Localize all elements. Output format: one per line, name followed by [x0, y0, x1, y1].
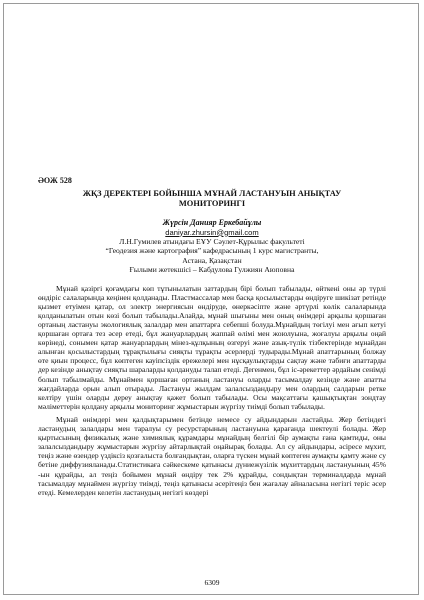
paper-title	[38, 189, 386, 209]
author-email-link[interactable]: daniyar.zhursin@gmail.com	[165, 227, 259, 237]
affiliation-city: Астана, Қазақстан	[182, 255, 242, 265]
udc-code: ӘОЖ 528	[38, 176, 72, 185]
paragraph-2: Мұнай өнімдері мен қалдықтарымен бетінде немесе су айдындарын ластайды. Жер бетіндегі ластанудың залалдары мен таралуы су ресурстарының ластануына қарағанда шектеулі болады. Жер қыртысының физикалық және химиялық құрамдары мұнайдың белгілі бір аумақты ғана қамтиды, оны залалсыздандыру жұмыстарын жүргізу айтарлықтай оңайырақ болады. Ал су айдындары, әсіресе мұхит, теңіз және өзендер үздіксіз қозғалыста болғандықтан, оларға түскен мұнай көптеген аумақты қамту және су бетіне диффузияланады.Статистикаға сәйкескеме қатынасы дүниежүзілік мұхиттардың ластануының 45% -ын құрайды, ал теңіз бойымен мұнай өндіру тек 2% құрайды, сондықтан терминалдарда мұнай тасымалдау мұнаймен жүргізу тиімді, теңіз қатынасы әсерітеңіз бен жағалау айналасына негізгі теріс әсер етеді. Кемелерден келетін ластанудың негізгі көздері	[38, 414, 386, 497]
paper-body	[38, 284, 386, 497]
paragraph-1: Мұнай қазіргі қоғамдағы көп тұтынылатын заттардың бірі болып табылады, өйткені оны әр түрлі өндіріс салаларында кеңінен қолданады. Пластмассалар мен басқа қосылыстарды өндіруге шикізат ретінде қызмет етуімен қатар, ол электр энергиясын өндіруде, өнеркәсіпте және әртүрлі көлік салаларында қолданылатын отын көзі болып табылады.Алайда, мұнай шығыны мен оның өнімдері арқылы қоршаған ортаның ластануы экологиялық залалдар мен апаттарға себепші болуда.Мұнайдың төгілуі мен ағып кетуі қоршаған ортаға тез әсер етеді, бұл жануарлардың жаппай өлімі мен жоюлуына, жоғалуы арқылы оңай көрінеді, сонымен қатар жануарлардың мінез-құлқының өзгеруі және азық-түлік тізбектерінде мұнайдан алынған қосылыстардың тұрақтылығы сияқты тұрақты әсерлерді тудырады.Мұнай апаттарының болжау өте қиын процесс, бұл көптеген кауіпсіздік ережелері мен нұсқаулықтарды сақтау және табиғи апаттарды дер кезінде анықтау сияқты шараларды қолдануды талап етеді. Дегенмен, бұл іс-әрекеттер әрдайым сенімді болып табылмайды. Мұнаймен қоршаған ортаның ластануы оларды тасымалдау кезінде және апатты жағдайларда орын алып отырады. Ластануы жылдам залалсыздандыру мен олардың салдарын ретке келтіру үшін оларды дереу анықтау қажет болып табылады. Осы мақсаттағы қашықтықтан зондтау мәліметтерін қолдану арқылы мониторинг жұмыстарын жүргізу тиімді болып табылады.	[38, 283, 386, 411]
title-line-1: ЖҚЗ ДЕРЕКТЕРІ БОЙЫНША МҰНАЙ ЛАСТАНУЫН АНЫҚТАУ	[82, 189, 342, 198]
supervisor: Ғылыми жетекшісі – Кабдулова Гулжиян Аюповна	[129, 265, 295, 275]
affiliation-faculty: Л.Н.Гумилев атындағы ЕҰУ Сәулет-Құрылыс факультеті	[119, 237, 305, 246]
title-line-2: МОНИТОРИНГІ	[178, 199, 246, 208]
author-name: Жүрсін Данияр Еркебайұлы	[162, 218, 262, 227]
affiliation-department: “Геодезия және картография” кафедрасының 1 курс магистранты,	[105, 246, 319, 256]
paper-page	[38, 176, 386, 501]
page-number: 6309	[204, 578, 220, 587]
